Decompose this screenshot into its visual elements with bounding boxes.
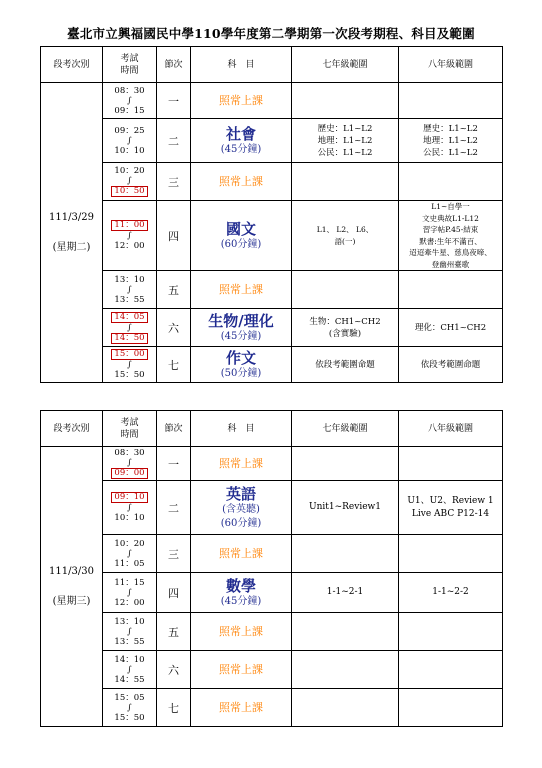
header-day: 段考次別 <box>41 47 103 83</box>
range-line: 語(一) <box>334 236 356 246</box>
grade7-range-cell <box>292 119 399 163</box>
header-grade8: 八年級範圍 <box>399 411 503 447</box>
exam-time: 10：20 <box>114 166 145 176</box>
range-line: 公民：L1~L2 <box>317 147 373 158</box>
header-time-line: 時間 <box>120 65 139 76</box>
grade8-range-cell <box>399 309 503 347</box>
header-period: 節次 <box>157 411 191 447</box>
regular-class-label: 照常上課 <box>219 282 263 296</box>
range-line: 迢迢牽牛星、慈鳥夜啼、 <box>409 248 492 257</box>
range-line: (含實驗) <box>328 328 362 339</box>
range-line: 生物：CH1~CH2 <box>309 316 381 327</box>
subject-cell <box>191 271 292 309</box>
grade8-range-cell <box>399 651 503 689</box>
exam-time: ∫ <box>127 458 132 468</box>
regular-class-label: 照常上課 <box>219 700 263 714</box>
period-cell: 二 <box>157 119 191 163</box>
subject-duration: (45分鐘) <box>220 330 262 342</box>
grade7-range-cell <box>292 201 399 271</box>
subject-cell <box>191 651 292 689</box>
regular-class-label: 照常上課 <box>219 662 263 676</box>
schedule-row <box>41 309 503 347</box>
exam-date: 111/3/29 <box>49 212 94 223</box>
exam-date-cell <box>41 83 103 383</box>
regular-class-label: 照常上課 <box>219 456 263 470</box>
header-row <box>41 411 503 447</box>
regular-class-label: 照常上課 <box>219 93 263 107</box>
grade7-range-cell <box>292 689 399 727</box>
grade7-range-cell <box>292 347 399 383</box>
header-time-line: 考試 <box>120 417 139 428</box>
grade7-range-cell <box>292 613 399 651</box>
schedule-row <box>41 535 503 573</box>
exam-time: 12：00 <box>114 597 145 608</box>
header-grade8: 八年級範圍 <box>399 47 503 83</box>
period-cell: 一 <box>157 447 191 481</box>
exam-date: 111/3/30 <box>49 566 94 577</box>
header-grade7: 七年級範圍 <box>292 411 399 447</box>
exam-time: ∫ <box>127 322 132 333</box>
subject-duration: (60分鐘) <box>220 517 262 529</box>
exam-time-cell <box>103 535 157 573</box>
regular-class-label: 照常上課 <box>219 624 263 638</box>
subject-duration: (45分鐘) <box>220 595 262 607</box>
subject-name: 英語 <box>225 484 256 503</box>
subject-name: 國文 <box>225 219 256 238</box>
range-line: L1、 L2、 L6、 <box>316 225 374 234</box>
exam-time: ∫ <box>127 702 132 713</box>
exam-time-cell <box>103 651 157 689</box>
changed-time: 14：05 <box>111 312 148 323</box>
exam-time-cell <box>103 481 157 535</box>
grade8-range-cell <box>399 119 503 163</box>
range-line: 地理：L1~L2 <box>317 135 373 146</box>
schedule-row <box>41 201 503 271</box>
exam-time-cell <box>103 201 157 271</box>
range-line: 登幽州臺歌 <box>431 259 470 269</box>
grade8-range-cell <box>399 201 503 271</box>
grade7-range-cell <box>292 535 399 573</box>
period-cell: 三 <box>157 535 191 573</box>
exam-time: ∫ <box>127 231 132 241</box>
document-title: 臺北市立興福國民中學110學年度第二學期第一次段考期程、科目及範圍 <box>67 26 475 41</box>
grade7-range-cell <box>292 309 399 347</box>
schedule-row <box>41 271 503 309</box>
regular-class-label: 照常上課 <box>219 174 263 188</box>
subject-cell <box>191 689 292 727</box>
grade8-range-cell <box>399 613 503 651</box>
schedule-row <box>41 83 503 119</box>
schedule-table-day2 <box>40 410 503 727</box>
exam-time: ∫ <box>127 664 132 675</box>
grade7-range-cell <box>292 163 399 201</box>
changed-time: 09：00 <box>111 468 148 479</box>
schedule-row <box>41 347 503 383</box>
schedule-row <box>41 163 503 201</box>
header-day: 段考次別 <box>41 411 103 447</box>
header-subject: 科 目 <box>191 411 292 447</box>
exam-time: 15：50 <box>114 370 145 380</box>
subject-cell <box>191 447 292 481</box>
subject-cell <box>191 309 292 347</box>
period-cell: 七 <box>157 347 191 383</box>
grade8-range-cell <box>399 347 503 383</box>
exam-time: 09：25 <box>114 125 145 136</box>
exam-time: 14：10 <box>114 654 145 665</box>
subject-cell <box>191 83 292 119</box>
grade7-range-cell <box>292 573 399 613</box>
subject-name: 社會 <box>225 124 256 143</box>
subject-cell <box>191 573 292 613</box>
exam-time-cell <box>103 689 157 727</box>
period-cell: 五 <box>157 271 191 309</box>
header-subject: 科 目 <box>191 47 292 83</box>
schedule-row <box>41 481 503 535</box>
subject-duration: (45分鐘) <box>220 143 262 155</box>
exam-time-cell <box>103 573 157 613</box>
period-cell: 四 <box>157 573 191 613</box>
schedule-row <box>41 613 503 651</box>
range-line: 默書:生年不滿百、 <box>419 236 482 246</box>
header-grade7: 七年級範圍 <box>292 47 399 83</box>
period-cell: 七 <box>157 689 191 727</box>
exam-time: 13：55 <box>114 294 145 305</box>
range-line: 理化：CH1~CH2 <box>414 322 487 333</box>
exam-time: 14：55 <box>114 674 145 685</box>
grade7-range-cell <box>292 651 399 689</box>
subject-cell <box>191 481 292 535</box>
exam-time-cell <box>103 447 157 481</box>
exam-time: 12：00 <box>114 241 145 251</box>
exam-time-cell <box>103 119 157 163</box>
exam-time: 15：05 <box>114 692 145 703</box>
exam-time: ∫ <box>127 548 132 559</box>
subject-name: 作文 <box>225 348 256 367</box>
exam-time: ∫ <box>127 135 132 146</box>
grade8-range-cell <box>399 83 503 119</box>
date-spacer <box>41 579 102 594</box>
header-row <box>41 47 503 83</box>
range-line: 地理：L1~L2 <box>423 135 478 146</box>
period-cell: 一 <box>157 83 191 119</box>
exam-time: 10：10 <box>114 145 145 156</box>
period-cell: 五 <box>157 613 191 651</box>
range-line: U1、U2、Review 1 <box>407 495 494 506</box>
subject-note: (含英聽) <box>222 503 260 515</box>
exam-time: 11：15 <box>114 577 145 588</box>
grade8-range-cell <box>399 271 503 309</box>
header-time <box>103 411 157 447</box>
range-line: L1~自學一 <box>431 202 470 211</box>
subject-cell <box>191 347 292 383</box>
exam-time-cell <box>103 163 157 201</box>
grade7-range-cell <box>292 271 399 309</box>
header-period: 節次 <box>157 47 191 83</box>
exam-time: 10：20 <box>114 538 145 549</box>
period-cell: 二 <box>157 481 191 535</box>
schedule-row <box>41 689 503 727</box>
header-time-line: 時間 <box>120 429 139 440</box>
grade7-range-cell <box>292 447 399 481</box>
exam-time-cell <box>103 309 157 347</box>
exam-time: ∫ <box>127 503 132 513</box>
range-line: 歷史：L1~L2 <box>423 123 478 134</box>
exam-time: 13：10 <box>114 616 145 627</box>
changed-time: 10：50 <box>111 186 148 197</box>
range-line: 習字帖P.45-結束 <box>422 225 479 234</box>
changed-time: 15：00 <box>111 349 148 360</box>
period-cell: 六 <box>157 651 191 689</box>
period-cell: 六 <box>157 309 191 347</box>
exam-time: ∫ <box>127 626 132 637</box>
exam-time: ∫ <box>127 95 132 106</box>
schedule-table-day1 <box>40 46 503 383</box>
range-line: 公民：L1~L2 <box>423 147 478 158</box>
range-line: Live ABC P12-14 <box>411 508 490 519</box>
exam-time-cell <box>103 613 157 651</box>
exam-time: ∫ <box>127 176 132 186</box>
header-time <box>103 47 157 83</box>
exam-time: 13：55 <box>114 636 145 647</box>
exam-time: 09：15 <box>114 105 145 116</box>
exam-time: 15：50 <box>114 712 145 723</box>
schedule-row <box>41 447 503 481</box>
range-line: 1-1~2-1 <box>326 587 364 597</box>
schedule-row <box>41 651 503 689</box>
exam-weekday: (星期三) <box>52 596 91 607</box>
subject-cell <box>191 119 292 163</box>
subject-cell <box>191 201 292 271</box>
exam-time: ∫ <box>127 284 132 295</box>
period-cell: 三 <box>157 163 191 201</box>
exam-time: 10：10 <box>114 513 145 523</box>
grade8-range-cell <box>399 535 503 573</box>
exam-time: 08：30 <box>114 85 145 96</box>
range-line: 歷史：L1~L2 <box>317 123 373 134</box>
grade8-range-cell <box>399 573 503 613</box>
grade7-range-cell <box>292 83 399 119</box>
grade7-range-cell <box>292 481 399 535</box>
changed-time: 11：00 <box>111 220 148 231</box>
subject-duration: (60分鐘) <box>220 238 262 250</box>
header-time-line: 考試 <box>120 53 139 64</box>
grade8-range-cell <box>399 689 503 727</box>
grade8-range-cell <box>399 447 503 481</box>
subject-cell <box>191 613 292 651</box>
exam-time-cell <box>103 83 157 119</box>
period-cell: 四 <box>157 201 191 271</box>
grade8-range-cell <box>399 163 503 201</box>
exam-time: 11：05 <box>114 558 145 569</box>
schedule-row <box>41 119 503 163</box>
range-line: 文史典故L1-L12 <box>422 213 479 223</box>
exam-time: ∫ <box>127 587 132 598</box>
changed-time: 14：50 <box>111 333 148 344</box>
range-line: 1-1~2-2 <box>432 587 469 597</box>
exam-weekday: (星期二) <box>52 242 91 253</box>
exam-time: 13：10 <box>114 274 145 285</box>
grade8-range-cell <box>399 481 503 535</box>
schedule-row <box>41 573 503 613</box>
exam-date-cell <box>41 447 103 727</box>
exam-time: ∫ <box>127 360 132 370</box>
regular-class-label: 照常上課 <box>219 546 263 560</box>
subject-duration: (50分鐘) <box>220 367 262 379</box>
exam-time-cell <box>103 347 157 383</box>
date-spacer <box>41 225 102 240</box>
subject-name: 生物/理化 <box>208 311 274 330</box>
exam-time: 08：30 <box>114 448 145 458</box>
subject-name: 數學 <box>225 576 256 595</box>
subject-cell <box>191 535 292 573</box>
changed-time: 09：10 <box>111 492 148 503</box>
range-line: Unit1~Review1 <box>309 502 381 512</box>
exam-time-cell <box>103 271 157 309</box>
range-line: 依段考範圍命題 <box>315 359 375 370</box>
subject-cell <box>191 163 292 201</box>
range-line: 依段考範圍命題 <box>420 359 481 370</box>
